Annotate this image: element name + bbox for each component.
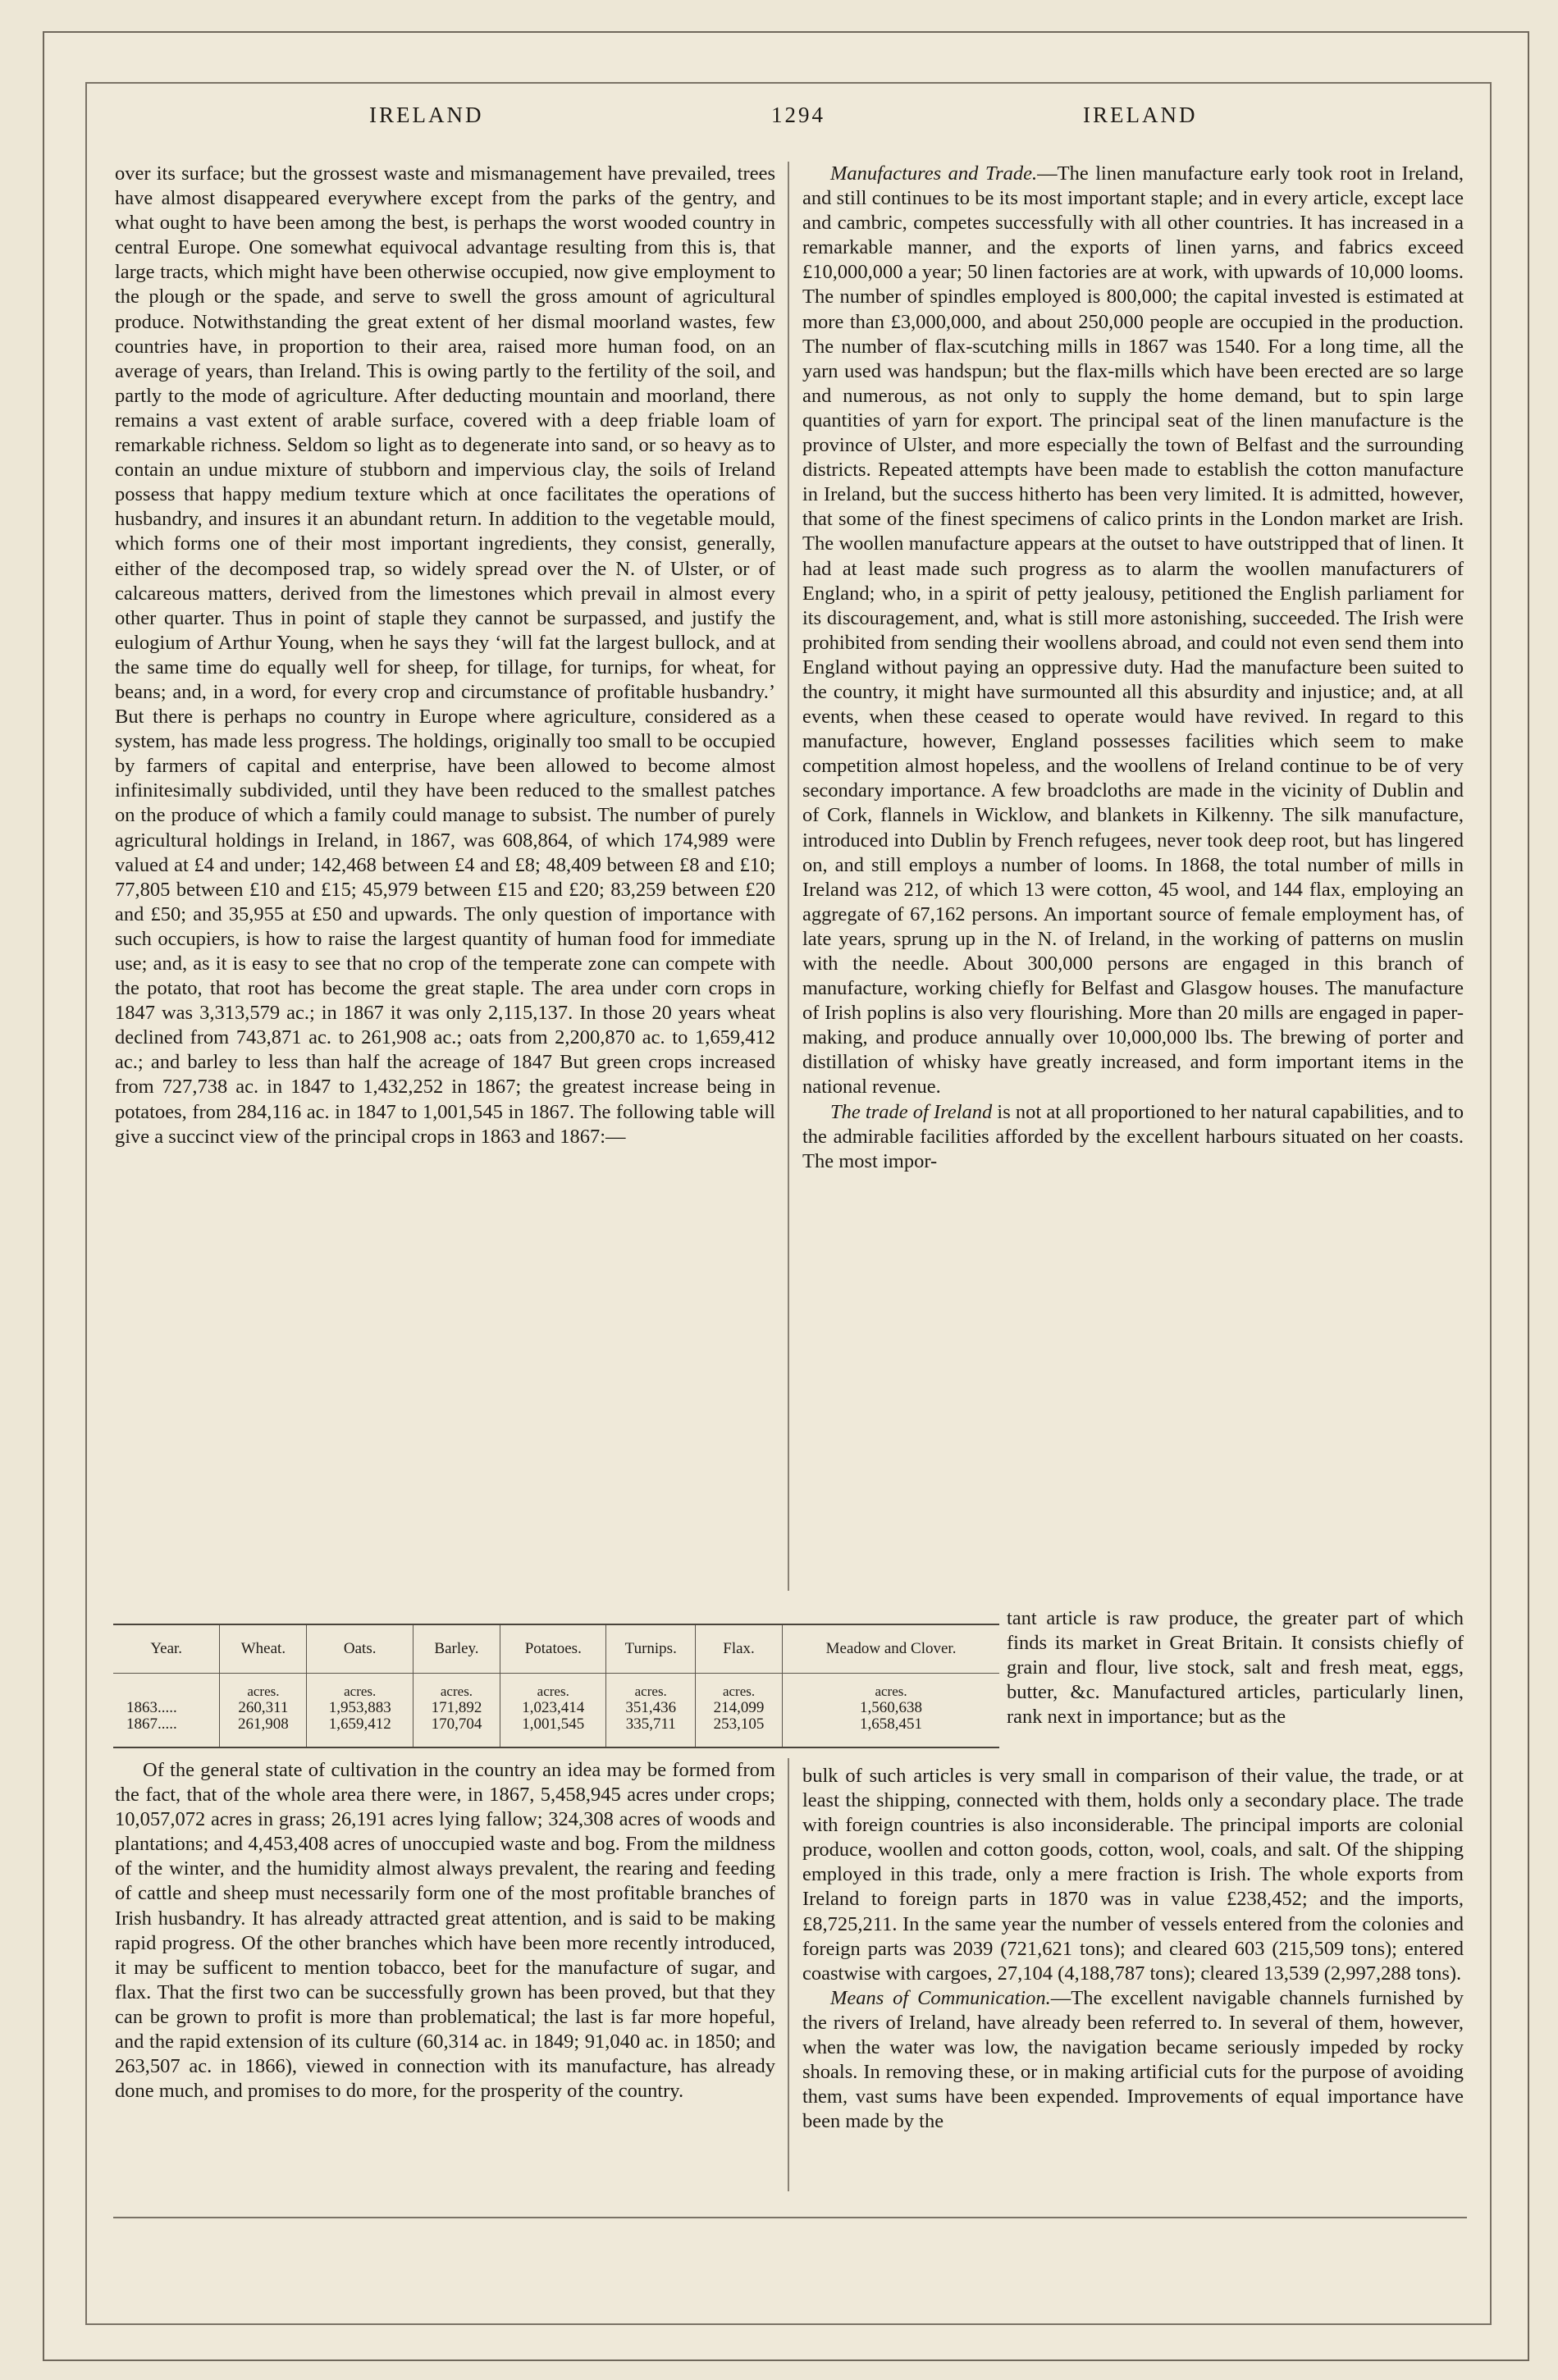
table-header-cell: Wheat. [220, 1625, 307, 1674]
turnips-cell [606, 1674, 695, 1747]
cultivation-paragraph: Of the general state of cultivation in the country an idea may be formed from the fact, that of the whole area there were, in 1867, 5,458,945 acres under crops; 10,057,072 acres in grass; 26,191 acres lying fallow; 324,308 acres of woods and plantations; and 4,453,408 acres of unoccupied waste and bog. From the mildness of the winter, and the humidity almost always prevalent, the rearing and feeding of cattle and sheep must necessarily form one of the most profitable branches of Irish husbandry. It has already attracted great attention, and is said to be making rapid progress. Of the other branches which have been more recently introduced, it may be sufficent to mention tobacco, beet for the manufacture of sugar, and flax. That the first two can be successfully grown has been proved, but that they can be grown to profit is more than problematical; the last is far more hopeful, and the rapid extension of its culture (60,314 ac. in 1849; 91,040 ac. in 1850; and 263,507 ac. in 1866), viewed in connection with its manufacture, has already done much, and promises to do more, for the prosperity of the country. [115, 1759, 775, 2103]
wheat-cell [220, 1674, 307, 1747]
table-value: 1,560,638 [860, 1699, 923, 1716]
manufactures-text: —The linen manufacture early took root in Ireland, and still continues to be its most important staple; and in every article, except lace and cambric, competes successfully with all other countries. It has increased in a remarkable manner, and the exports of linen yarns, and fabrics exceed £10,000,000 a year; 50 linen factories are at work, with upwards of 10,000 looms. The number of spindles employed is 800,000; the capital invested is estimated at more than £3,000,000, and about 250,000 people are occupied in the production. The number of flax-scutching mills in 1867 was 1540. For a long time, all the yarn used was handspun; but the flax-mills which have been erected are so large and numerous, as not only to supply the home demand, but to spin large quantities of yarn for export. The principal seat of the linen manufacture is the province of Ulster, and more especially the town of Belfast and the surrounding districts. Repeated attempts have been made to establish the cotton manufacture in Ireland, but the success hitherto has been very limited. It is admitted, however, that some of the finest specimens of calico prints in the London market are Irish. The woollen manufacture appears at the outset to have outstripped that of linen. It had at least made such progress as to alarm the woollen manufacturers of England; who, in a spirit of petty jealousy, petitioned the English parliament for its discouragement, and, what is still more astonishing, succeeded. The Irish were prohibited from sending their woollens abroad, and could not even send them into England without paying an oppressive duty. Had the manufacture been suited to the country, it might have surmounted all this absurdity and injustice; and, at all events, when these ceased to operate would have revived. In regard to this manufacture, however, England possesses facilities which seem to make competition almost hopeless, and the woollens of Ireland continue to be of very secondary importance. A few broadcloths are made in the vicinity of Dublin and of Cork, flannels in Wicklow, and blankets in Kilkenny. The silk manufacture, introduced into Dublin by French refugees, never took deep root, but has lingered on, and still employs a number of looms. In 1868, the total number of mills in Ireland was 212, of which 13 were cotton, 45 wool, and 144 flax, employing an aggregate of 67,162 persons. An important source of female employment has, of late years, sprung up in the N. of Ireland, in the working of patterns on muslin with the needle. About 300,000 persons are engaged in this branch of manufacture, working chiefly for Belfast and Glasgow houses. The manufacture of Irish poplins is also very flourishing. More than 20 mills are engaged in paper-making, and produce annually over 10,000,000 lbs. The brewing of porter and distillation of whisky have greatly increased, and form important items in the national revenue. [802, 162, 1464, 1099]
left-column-bottom [115, 1758, 775, 2104]
table-row [113, 1674, 999, 1747]
unit-label: acres. [344, 1683, 377, 1699]
crop-table-grid [113, 1625, 999, 1747]
column-divider [788, 162, 789, 1591]
right-column-top [802, 162, 1464, 1174]
table-header-cell: Year. [113, 1625, 220, 1674]
header-left: IRELAND [369, 103, 484, 127]
trade-text-start: is not at all proportioned to her natural capabilities, and to the admirable facilities afforded by the excellent harbours situated on her coasts. The most impor- [802, 1100, 1464, 1172]
trade-paragraph-start [802, 1100, 1464, 1174]
left-column-top [115, 162, 775, 1149]
bottom-rule [113, 2217, 1467, 2218]
table-value: 335,711 [625, 1715, 676, 1733]
table-value: 1,658,451 [860, 1715, 923, 1733]
unit-label: acres. [440, 1683, 473, 1699]
meadow-cell [783, 1674, 999, 1747]
table-value: 253,105 [713, 1715, 765, 1733]
column-divider-lower [788, 1758, 789, 2191]
year-1867: 1867..... [126, 1715, 177, 1733]
running-header [246, 103, 1403, 135]
communication-paragraph [802, 1986, 1464, 2135]
unit-label: acres. [875, 1683, 907, 1699]
year-1863: 1863..... [126, 1699, 177, 1716]
page-number: 1294 [771, 103, 825, 127]
crop-table [113, 1624, 999, 1748]
table-header-cell: Potatoes. [500, 1625, 606, 1674]
unit-label: acres. [722, 1683, 756, 1699]
header-right: IRELAND [1083, 103, 1198, 127]
unit-label: acres. [247, 1683, 280, 1699]
table-value: 261,908 [238, 1715, 289, 1733]
potatoes-cell [500, 1674, 606, 1747]
trade-text-wrap-block [1007, 1606, 1464, 1729]
manufactures-paragraph [802, 162, 1464, 1100]
trade-text-continued: bulk of such articles is very small in comparison of their value, the trade, or at least the shipping, connected with them, holds only a secondary place. The trade with foreign countries is also inconsiderable. The principal imports are colonial produce, woollen and cotton goods, cotton, wool, coals, and salt. Of the shipping employed in this trade, only a mere fraction is Irish. The whole exports from Ireland to foreign parts in 1870 was in value £238,452; and the imports, £8,725,211. In the same year the number of vessels entered from the colonies and foreign parts was 2039 (721,621 tons); and cleared 603 (215,509 tons); entered coastwise with cargoes, 27,104 (4,188,787 tons); cleared 13,539 (2,997,288 tons). [802, 1765, 1464, 1985]
table-value: 170,704 [431, 1715, 482, 1733]
table-value: 1,001,545 [522, 1715, 585, 1733]
barley-cell [413, 1674, 500, 1747]
table-value: 1,023,414 [522, 1699, 585, 1716]
trade-text-wrap: tant article is raw produce, the greater part of which finds its market in Great Britain. It consists chiefly of grain and flour, live stock, salt and fresh meat, eggs, butter, &c. Manufactured articles, particularly linen, rank next in importance; but as the [1007, 1607, 1464, 1729]
communication-heading: Means of Communication. [830, 1986, 1051, 2009]
unit-label: acres. [634, 1683, 667, 1699]
crop-table-header-row [113, 1625, 999, 1674]
table-header-cell: Meadow and Clover. [783, 1625, 999, 1674]
table-value: 1,953,883 [328, 1699, 391, 1716]
right-column-bottom [802, 1764, 1464, 2134]
table-header-cell: Oats. [307, 1625, 413, 1674]
table-value: 214,099 [713, 1699, 765, 1716]
flax-cell [695, 1674, 782, 1747]
table-value: 1,659,412 [328, 1715, 391, 1733]
agriculture-paragraph: over its surface; but the grossest waste and mismanagement have prevailed, trees have almost disappeared everywhere except from the parks of the gentry, and what ought to have been among the best, is perhaps the worst wooded country in central Europe. One somewhat equivocal advantage resulting from this is, that large tracts, which might have been otherwise occupied, now give employment to the plough or the spade, and serve to swell the gross amount of agricultural produce. Notwithstanding the great extent of her dismal moorland wastes, few countries have, in proportion to their area, raised more human food, on an average of years, than Ireland. This is owing partly to the fertility of the soil, and partly to the mode of agriculture. After deducting mountain and moorland, there remains a vast extent of arable surface, covered with a deep friable loam of remarkable richness. Seldom so light as to degenerate into sand, or so heavy as to contain an undue mixture of stubborn and impervious clay, the soils of Ireland possess that happy medium texture which at once facilitates the operations of husbandry, and insures it an abundant return. In addition to the vegetable mould, which forms one of their most important ingredients, they consist, generally, either of the decomposed trap, so widely spread over the N. of Ulster, or of calcareous matters, derived from the limestones which prevail in almost every other quarter. Thus in point of staple they cannot be surpassed, and justify the eulogium of Arthur Young, when he says they ‘will fat the largest bullock, and at the same time do equally well for sheep, for tillage, for turnips, for wheat, for beans; and, in a word, for every crop and circumstance of profitable husbandry.’ But there is perhaps no country in Europe where agriculture, considered as a system, has made less progress. The holdings, originally too small to be occupied by farmers of capital and enterprise, have been allowed to become almost infinitesimally subdivided, until they have been reduced to the smallest patches on the produce of which a family could manage to subsist. The number of purely agricultural holdings in Ireland, in 1867, was 608,864, of which 174,989 were valued at £4 and under; 142,468 between £4 and £8; 48,409 between £8 and £10; 77,805 between £10 and £15; 45,979 between £15 and £20; 83,259 between £20 and £50; and 35,955 at £50 and upwards. The only question of importance with such occupiers, is how to raise the largest quantity of human food for immediate use; and, as it is easy to see that no crop of the temperate zone can compete with the potato, that root has become the great staple. The area under corn crops in 1847 was 3,313,579 ac.; in 1867 it was only 2,115,137. In those 20 years wheat declined from 743,871 ac. to 261,908 ac.; oats from 2,200,870 ac. to 1,659,412 ac.; and barley to less than half the acreage of 1847 But green crops increased from 727,738 ac. in 1847 to 1,432,252 in 1867; the greatest increase being in potatoes, from 284,116 ac. in 1847 to 1,001,545 in 1867. The following table will give a succinct view of the principal crops in 1863 and 1867:— [115, 162, 775, 1148]
communication-text: —The excellent navigable channels furnished by the rivers of Ireland, have already been referred to. In several of them, however, when the water was low, the navigation became seriously impeded by rocky shoals. In removing these, or in making artificial cuts for the purpose of avoiding them, vast sums have been expended. Improvements of equal importance have been made by the [802, 1986, 1464, 2133]
table-header-cell: Flax. [695, 1625, 782, 1674]
table-header-cell: Barley. [413, 1625, 500, 1674]
manufactures-heading: Manufactures and Trade. [830, 162, 1038, 185]
table-value: 171,892 [431, 1699, 482, 1716]
trade-heading: The trade of Ireland [830, 1100, 993, 1123]
unit-label: acres. [537, 1683, 569, 1699]
year-cell [113, 1674, 220, 1747]
table-value: 351,436 [625, 1699, 677, 1716]
table-value: 260,311 [238, 1699, 289, 1716]
table-header-cell: Turnips. [606, 1625, 695, 1674]
oats-cell [307, 1674, 413, 1747]
